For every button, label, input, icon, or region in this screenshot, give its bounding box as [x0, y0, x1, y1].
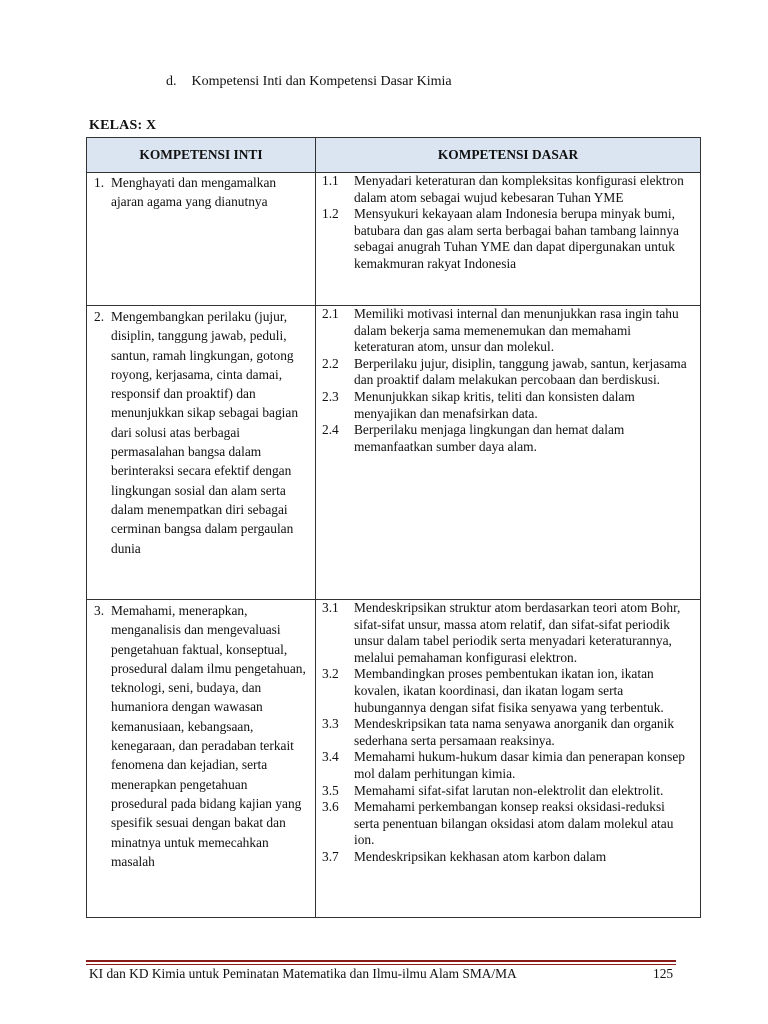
kd-text: Menyadari keteraturan dan kompleksitas konfigurasi elektron dalam atom sebagai wujud kebesaran Tuhan YME: [354, 173, 684, 205]
ki-text: Mengembangkan perilaku (jujur, disiplin, tanggung jawab, peduli, santun, ramah lingkungan, gotong royong, kerjasama, cinta damai, responsif dan proaktif) dan menunjukkan sikap sebagai bagian dari solusi atas berbagai permasalahan bangsa dalam berinteraksi secara efektif dengan lingkungan sosial dan alam serta dalam menempatkan diri sebagai cerminan bangsa dalam pergaulan dunia: [111, 309, 299, 556]
page-number: 125: [653, 966, 674, 981]
ki-number: 3.: [94, 603, 105, 618]
kd-number: 3.4: [322, 749, 339, 765]
kd-number: 2.4: [322, 422, 339, 438]
footer-rule: [86, 960, 676, 962]
kd-item: [322, 306, 690, 356]
kd-text: Berperilaku jujur, disiplin, tanggung jawab, santun, kerjasama dan proaktif dalam melakukan percobaan dan berdiskusi.: [354, 355, 687, 388]
table-row: [87, 600, 701, 918]
kd-text: Mensyukuri kekayaan alam Indonesia berupa minyak bumi, batubara dan gas alam serta berbagai bahan tambang lainnya sebagai anugrah Tuhan YME dan dapat dipergunakan untuk kemakmuran rakyat Indonesia: [354, 206, 679, 271]
kd-cell: [316, 173, 701, 306]
kd-item: [322, 389, 690, 422]
kd-text: Memahami perkembangan konsep reaksi oksidasi-reduksi serta penentuan bilangan oksidasi atom dalam molekul atau ion.: [354, 799, 674, 848]
ki-number: 1.: [94, 175, 105, 190]
kd-item: [322, 849, 690, 866]
table-row: [87, 173, 701, 306]
kd-item: [322, 749, 690, 782]
footer-rule-thin: [86, 964, 676, 965]
ki-cell: [87, 600, 316, 918]
kd-item: [322, 206, 690, 272]
section-title: Kompetensi Inti dan Kompetensi Dasar Kimia: [191, 74, 452, 89]
kd-number: 1.1: [322, 173, 339, 188]
ki-number: 2.: [94, 309, 105, 324]
kd-item: [322, 783, 690, 800]
section-marker: d.: [166, 74, 177, 89]
kd-item: [322, 799, 690, 849]
kd-item: [322, 666, 690, 716]
footer-text: KI dan KD Kimia untuk Peminatan Matematika dan Ilmu-ilmu Alam SMA/MA: [89, 966, 517, 981]
ki-text: Memahami, menerapkan, menganalisis dan mengevaluasi pengetahuan faktual, konseptual, prosedural dalam ilmu pengetahuan, teknologi, seni, budaya, dan humaniora dengan wawasan kemanusiaan, kebangsaan, kenegaraan, dan peradaban terkait fenomena dan kejadian, serta menerapkan pengetahuan prosedural pada bidang kajian yang spesifik sesuai dengan bakat dan minatnya untuk memecahkan masalah: [111, 603, 306, 869]
kd-item: [322, 422, 690, 455]
competency-table: [86, 137, 701, 918]
kd-item: [322, 716, 690, 749]
kd-number: 2.2: [322, 355, 339, 371]
kd-text: Memiliki motivasi internal dan menunjukkan rasa ingin tahu dalam bekerja sama memenemukan dan memahami keteraturan atom, unsur dan molekul.: [354, 306, 679, 355]
ki-cell: [87, 173, 316, 306]
kd-text: Membandingkan proses pembentukan ikatan ion, ikatan kovalen, ikatan koordinasi, dan ikatan logam serta hubungannya dengan sifat fisika senyawa yang terbentuk.: [354, 666, 664, 715]
kd-text: Berperilaku menjaga lingkungan dan hemat dalam memanfaatkan sumber daya alam.: [354, 422, 625, 454]
kd-number: 3.7: [322, 848, 339, 864]
ki-text: Menghayati dan mengamalkan ajaran agama yang dianutnya: [111, 175, 277, 209]
kd-cell: [316, 306, 701, 600]
kd-item: [322, 356, 690, 389]
kelas-label: KELAS: X: [89, 118, 157, 133]
kd-number: 3.2: [322, 666, 339, 682]
kd-number: 3.1: [322, 600, 339, 615]
kd-number: 2.3: [322, 388, 339, 404]
kd-text: Menunjukkan sikap kritis, teliti dan konsisten dalam menyajikan dan menafsirkan data.: [354, 388, 635, 421]
kd-text: Memahami sifat-sifat larutan non-elektrolit dan elektrolit.: [354, 782, 664, 798]
header-kd: KOMPETENSI DASAR: [316, 138, 701, 173]
kd-cell: [316, 600, 701, 918]
section-heading: [166, 74, 452, 90]
kd-item: [322, 173, 690, 206]
kd-text: Mendeskripsikan struktur atom berdasarkan teori atom Bohr, sifat-sifat unsur, massa atom relatif, dan sifat-sifat periodik unsur dalam tabel periodik serta menyadari keteraturannya, melalui pemahaman konfigurasi elektron.: [354, 600, 681, 665]
table-header-row: [87, 138, 701, 173]
kd-number: 3.5: [322, 782, 339, 798]
kd-number: 2.1: [322, 306, 339, 321]
ki-cell: [87, 306, 316, 600]
header-ki: KOMPETENSI INTI: [87, 138, 316, 173]
kd-text: Mendeskripsikan kekhasan atom karbon dalam: [354, 848, 607, 864]
kd-number: 3.6: [322, 799, 339, 815]
kd-number: 3.3: [322, 716, 339, 732]
table-row: [87, 306, 701, 600]
kd-text: Mendeskripsikan tata nama senyawa anorganik dan organik sederhana serta persamaan reaksinya.: [354, 716, 675, 748]
kd-text: Memahami hukum-hukum dasar kimia dan penerapan konsep mol dalam perhitungan kimia.: [354, 749, 685, 781]
kd-item: [322, 600, 690, 666]
kd-number: 1.2: [322, 206, 339, 222]
